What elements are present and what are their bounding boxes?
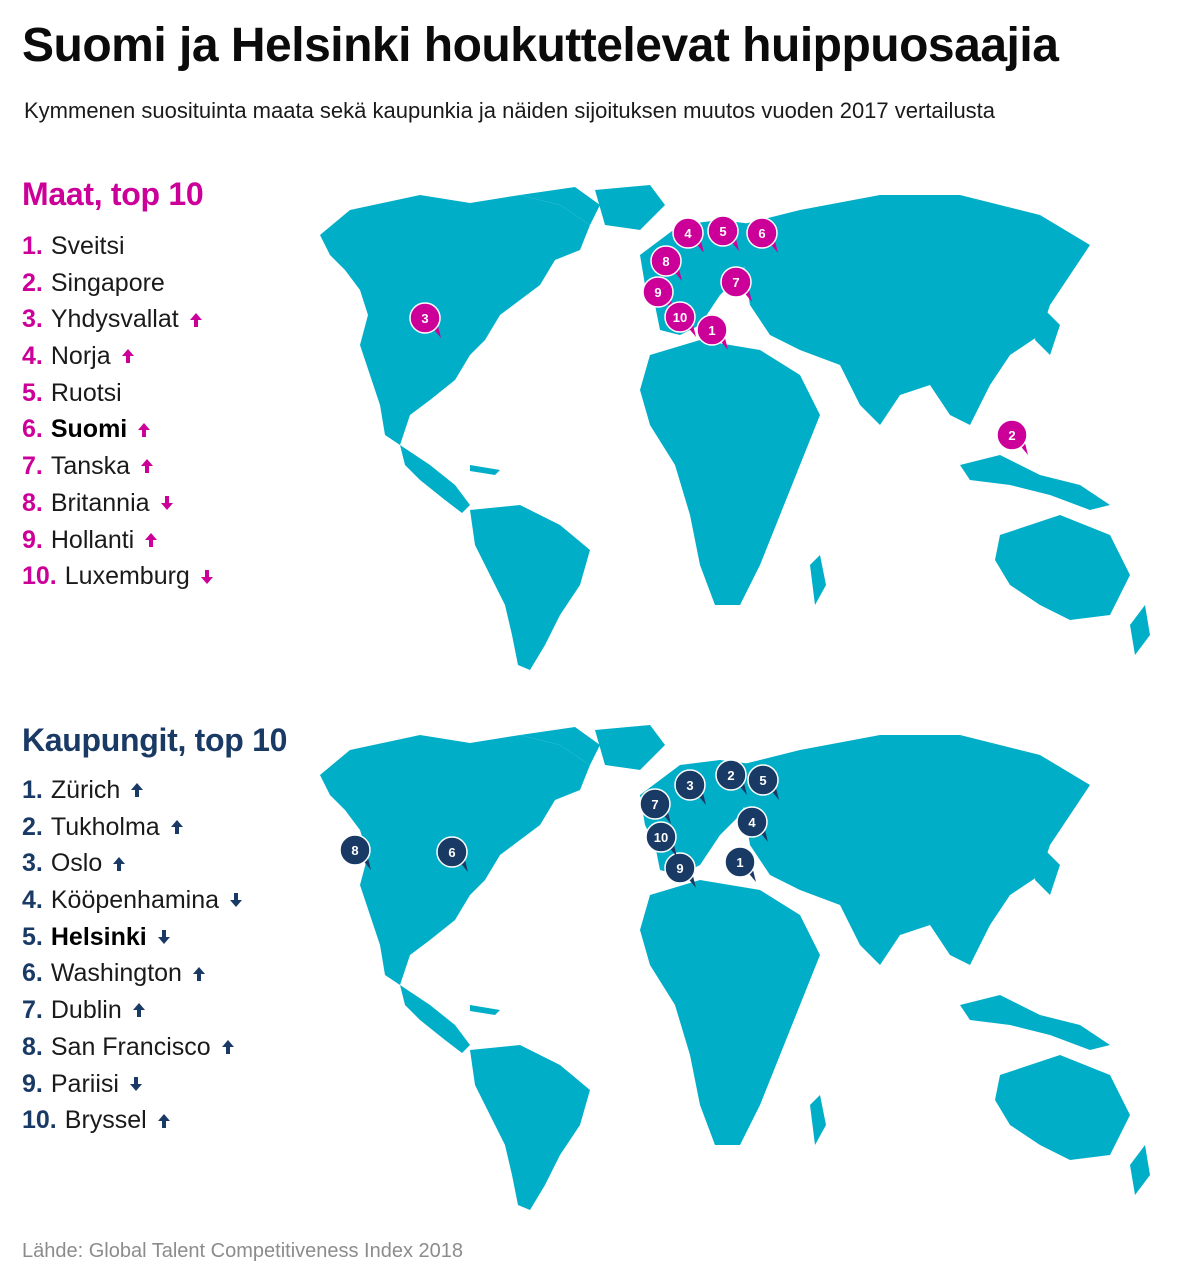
rank-name: Tukholma: [50, 812, 160, 841]
rank-number: 5.: [22, 378, 43, 407]
rank-number: 2.: [22, 268, 43, 297]
pin-label: 2: [1008, 428, 1016, 443]
map-pin-7: [721, 267, 752, 302]
rank-number: 5.: [22, 922, 43, 951]
rank-number: 9.: [22, 525, 43, 554]
arrow-up-icon: [121, 348, 135, 364]
pin-label: 3: [421, 311, 429, 326]
pin-label: 8: [662, 254, 670, 269]
cities-list-item: [22, 1029, 243, 1066]
map-pin-1: [725, 847, 756, 882]
countries-list-item: [22, 265, 214, 302]
rank-name: Zürich: [50, 776, 121, 804]
map-pin-2: [997, 420, 1028, 455]
cities-list-item: [22, 992, 243, 1029]
rank-name: Britannia: [50, 488, 150, 517]
cities-ranking-list: [22, 772, 243, 1139]
pin-label: 1: [708, 323, 716, 338]
rank-number: 3.: [22, 305, 43, 334]
pin-label: 4: [684, 226, 692, 241]
pin-label: 10: [672, 310, 688, 325]
arrow-up-icon: [192, 966, 206, 982]
pin-label: 7: [651, 797, 659, 812]
rank-number: 4.: [22, 886, 43, 915]
rank-name: Pariisi: [50, 1069, 119, 1098]
countries-list-item: [22, 338, 214, 375]
rank-name: Hollanti: [50, 525, 135, 554]
pin-label: 9: [654, 285, 662, 300]
countries-list-item: [22, 375, 214, 412]
rank-number: 1.: [22, 232, 43, 260]
pin-label: 8: [351, 843, 359, 858]
cities-list-item: [22, 1102, 243, 1139]
arrow-up-icon: [132, 1002, 146, 1018]
arrow-up-icon: [137, 422, 151, 438]
arrow-up-icon: [170, 819, 184, 835]
arrow-down-icon: [229, 892, 243, 908]
rank-number: 4.: [22, 342, 43, 371]
arrow-up-icon: [130, 782, 144, 798]
rank-name: Dublin: [50, 996, 122, 1025]
pin-label: 3: [686, 778, 694, 793]
rank-name: Singapore: [50, 268, 165, 297]
rank-name: Helsinki: [50, 922, 147, 951]
countries-list-item: [22, 558, 214, 595]
pin-label: 6: [758, 226, 766, 241]
page-subtitle: Kymmenen suosituinta maata sekä kaupunkia ja näiden sijoituksen muutos vuoden 2017 vertailusta: [24, 98, 996, 123]
pin-label: 9: [676, 861, 684, 876]
rank-name: San Francisco: [50, 1032, 211, 1061]
arrow-down-icon: [200, 569, 214, 585]
pin-label: 1: [736, 855, 744, 870]
pin-label: 5: [759, 773, 767, 788]
rank-number: 10.: [22, 1106, 57, 1135]
countries-list-item: [22, 522, 214, 559]
rank-number: 2.: [22, 812, 43, 841]
countries-section-title: Maat, top 10: [22, 176, 204, 212]
pin-label: 10: [653, 830, 669, 845]
rank-name: Yhdysvallat: [50, 305, 179, 334]
rank-number: 10.: [22, 562, 57, 591]
rank-name: Suomi: [50, 415, 128, 444]
cities-list-item: [22, 1066, 243, 1103]
countries-list-item: [22, 411, 214, 448]
rank-number: 9.: [22, 1069, 43, 1098]
cities-list-item: [22, 845, 243, 882]
rank-number: 7.: [22, 996, 43, 1025]
cities-list-item: [22, 919, 243, 956]
pin-label: 6: [448, 845, 456, 860]
countries-list-item: [22, 448, 214, 485]
rank-name: Bryssel: [64, 1106, 147, 1135]
cities-list-item: [22, 772, 243, 809]
rank-name: Sveitsi: [50, 232, 125, 260]
rank-number: 7.: [22, 452, 43, 481]
arrow-down-icon: [160, 495, 174, 511]
cities-list-item: [22, 882, 243, 919]
rank-number: 6.: [22, 415, 43, 444]
arrow-up-icon: [221, 1039, 235, 1055]
countries-list-item: [22, 301, 214, 338]
rank-name: Tanska: [50, 452, 131, 481]
arrow-up-icon: [189, 312, 203, 328]
rank-name: Oslo: [50, 849, 103, 878]
countries-ranking-list: [22, 228, 214, 595]
rank-number: 1.: [22, 776, 43, 804]
arrow-down-icon: [129, 1076, 143, 1092]
page-title: Suomi ja Helsinki houkuttelevat huippuosaajia: [22, 19, 1059, 72]
rank-name: Ruotsi: [50, 378, 122, 407]
source-note: Lähde: Global Talent Competitiveness Index 2018: [22, 1240, 464, 1262]
countries-list-item: [22, 228, 214, 265]
rank-name: Kööpenhamina: [50, 886, 220, 915]
cities-list-item: [22, 955, 243, 992]
arrow-up-icon: [157, 1113, 171, 1129]
rank-name: Luxemburg: [64, 562, 190, 591]
rank-name: Washington: [50, 959, 182, 988]
cities-list-item: [22, 809, 243, 846]
pin-label: 2: [727, 768, 735, 783]
pin-label: 7: [732, 275, 740, 290]
arrow-up-icon: [140, 458, 154, 474]
pin-label: 5: [719, 224, 727, 239]
countries-list-item: [22, 485, 214, 522]
rank-number: 8.: [22, 488, 43, 517]
rank-number: 8.: [22, 1032, 43, 1061]
rank-number: 3.: [22, 849, 43, 878]
land-shapes: [320, 725, 1150, 1210]
arrow-up-icon: [144, 532, 158, 548]
rank-number: 6.: [22, 959, 43, 988]
arrow-up-icon: [112, 856, 126, 872]
rank-name: Norja: [50, 342, 111, 371]
cities-section-title: Kaupungit, top 10: [22, 722, 288, 758]
arrow-down-icon: [157, 929, 171, 945]
pin-label: 4: [748, 815, 756, 830]
